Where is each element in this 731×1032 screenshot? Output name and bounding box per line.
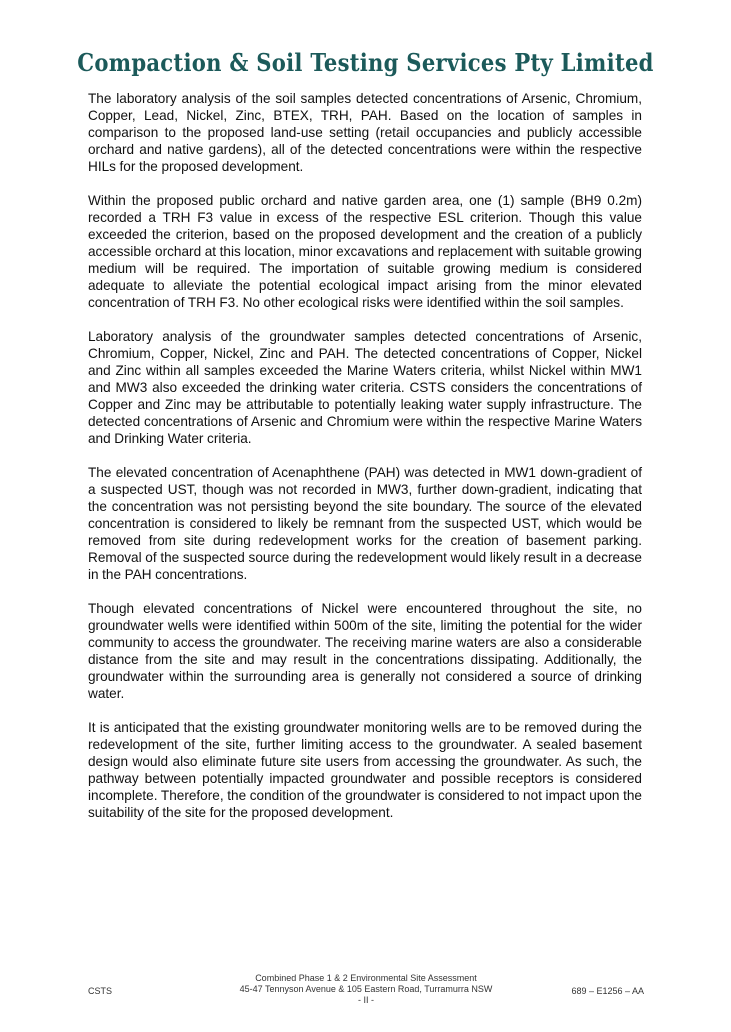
paragraph-orchard-esl: Within the proposed public orchard and native garden area, one (1) sample (BH9 0.2m) recorded a TRH F3 value in excess of the respective ESL criterion. Though this value exceeded the criterion, based on the proposed development and the creation of a publicly accessible orchard at this location, minor excavations and replacement with suitable growing medium will be required. The importation of suitable growing medium is considered adequate to alleviate the potential ecological impact arising from the minor elevated concentration of TRH F3. No other ecological risks were identified within the soil samples. [88, 193, 642, 310]
paragraph-groundwater-analysis: Laboratory analysis of the groundwater samples detected concentrations of Arsenic, Chromium, Copper, Nickel, Zinc and PAH. The detected concentrations of Copper, Nickel and Zinc within all samples exceeded the Marine Waters criteria, whilst Nickel within MW1 and MW3 also exceeded the drinking water criteria. CSTS considers the concentrations of Copper and Zinc may be attributable to potentially leaking water supply infrastructure. The detected concentrations of Arsenic and Chromium were within the respective Marine Waters and Drinking Water criteria. [88, 329, 642, 446]
footer-report-ref: 689 – E1256 – AA [571, 986, 644, 996]
footer-company-abbrev: CSTS [88, 986, 113, 996]
footer-site-address: 45-47 Tennyson Avenue & 105 Eastern Road, Turramurra NSW [239, 984, 493, 994]
company-title: Compaction & Soil Testing Services Pty Limited [77, 48, 654, 77]
paragraph-acenaphthene: The elevated concentration of Acenaphthene (PAH) was detected in MW1 down-gradient of a suspected UST, though was not recorded in MW3, further down-gradient, indicating that the concentration was not persisting beyond the site boundary. The source of the elevated concentration is considered to likely be remnant from the suspected UST, which would be removed from site during redevelopment works for the creation of basement parking. Removal of the suspected source during the redevelopment would likely result in a decrease in the PAH concentrations. [88, 465, 642, 582]
paragraph-nickel: Though elevated concentrations of Nickel were encountered throughout the site, no groundwater wells were identified within 500m of the site, limiting the potential for the wider community to access the groundwater. The receiving marine waters are also a considerable distance from the site and may result in the concentrations dissipating. Additionally, the groundwater within the surrounding area is generally not considered a source of drinking water. [88, 601, 642, 701]
page-footer [88, 973, 644, 1013]
footer-report-info [88, 973, 644, 1006]
paragraph-monitoring-wells: It is anticipated that the existing groundwater monitoring wells are to be removed during the redevelopment of the site, further limiting access to the groundwater. A sealed basement design would also eliminate future site users from accessing the groundwater. As such, the pathway between potentially impacted groundwater and possible receptors is considered incomplete. Therefore, the condition of the groundwater is considered to not impact upon the suitability of the site for the proposed development. [88, 720, 642, 820]
footer-report-title: Combined Phase 1 & 2 Environmental Site Assessment [255, 973, 477, 983]
report-body [88, 90, 642, 838]
page-number: - II - [358, 995, 374, 1005]
paragraph-soil-analysis: The laboratory analysis of the soil samples detected concentrations of Arsenic, Chromium, Copper, Lead, Nickel, Zinc, BTEX, TRH, PAH. Based on the location of samples in comparison to the proposed land-use setting (retail occupancies and publicly accessible orchard and native gardens), all of the detected concentrations were within the respective HILs for the proposed development. [88, 91, 642, 174]
